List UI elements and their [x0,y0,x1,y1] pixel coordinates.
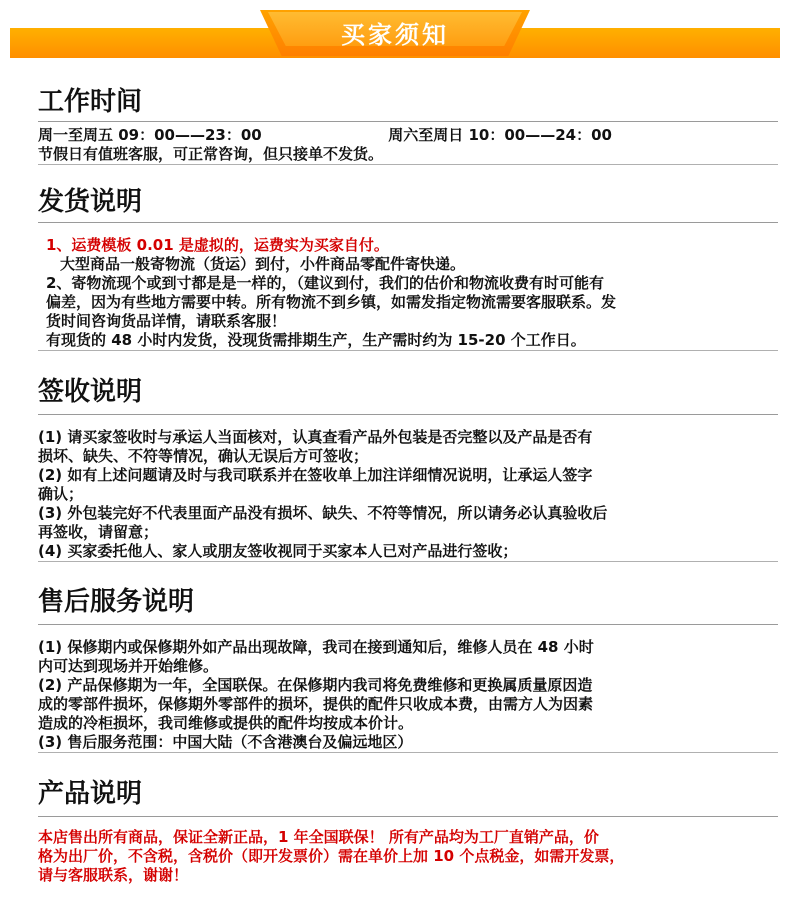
section-shipping [38,186,778,349]
section-work-hours [38,86,778,163]
section-rule [38,222,778,223]
shipping-line: 货时间咨询货品详情，请联系客服！ [46,312,287,330]
section-heading: 发货说明 [38,187,143,217]
product-line: 请与客服联系，谢谢！ [38,866,189,884]
aftersales-line: 造成的冷柜损坏，我司维修或提供的配件均按成本价计。 [38,714,414,732]
section-rule [38,624,778,625]
holiday-note: 节假日有值班客服，可正常咨询，但只接单不发货。 [38,145,384,163]
header-banner [0,0,790,70]
shipping-line: 偏差，因为有些地方需要中转。所有物流不到乡镇，如需发指定物流需要客服联系。发 [46,293,617,311]
aftersales-line: (3) 售后服务范围：中国大陆（不含港澳台及偏远地区） [38,733,413,751]
shipping-line: 2、寄物流现个或到寸都是是一样的，（建议到付，我们的估价和物流收费有时可能有 [46,274,604,292]
section-body [38,428,778,562]
banner-title: 买家须知 [341,21,449,49]
section-heading: 签收说明 [38,377,143,407]
section-rule [38,414,778,415]
section-heading: 工作时间 [38,87,143,117]
section-aftersales [38,586,778,751]
product-line: 格为出厂价，不含税，含税价（即开发票价）需在单价上加 10 个点税金，如需开发票， [38,847,625,865]
shipping-line: 大型商品一般寄物流（货运）到付，小件商品零配件寄快递。 [60,255,466,273]
product-line: 本店售出所有商品，保证全新正品，1 年全国联保！ 所有产品均为工厂直销产品，价 [38,828,599,846]
section-body [38,828,778,885]
receipt-line: (1) 请买家签收时与承运人当面核对，认真查看产品外包装是否完整以及产品是否有 [38,428,593,446]
weekend-hours: 周六至周日 10：00——24：00 [388,126,612,144]
aftersales-line: 内可达到现场并开始维修。 [38,657,219,675]
aftersales-line: 成的零部件损坏，保修期外零部件的损坏，提供的配件只收成本费，由需方人为因素 [38,695,594,713]
receipt-line: 再签收，请留意； [38,523,159,541]
section-heading: 售后服务说明 [38,587,195,617]
section-body [38,638,778,753]
weekday-hours: 周一至周五 09：00——23：00 [38,126,262,144]
receipt-line: (4) 买家委托他人、家人或朋友签收视同于买家本人已对产品进行签收； [38,542,518,560]
section-heading: 产品说明 [38,779,143,809]
aftersales-line: (1) 保修期内或保修期外如产品出现故障，我司在接到通知后，维修人员在 48 小时 [38,638,594,656]
section-receipt [38,376,778,560]
aftersales-line: (2) 产品保修期为一年，全国联保。在保修期内我司将免费维修和更换属质量原因造 [38,676,593,694]
receipt-line: (3) 外包装完好不代表里面产品没有损坏、缺失、不符等情况，所以请务必认真验收后 [38,504,608,522]
hours-row [38,126,778,145]
shipping-line: 1、运费模板 0.01 是虚拟的，运费实为买家自付。 [46,236,389,254]
receipt-line: 确认； [38,485,84,503]
receipt-line: (2) 如有上述问题请及时与我司联系并在签收单上加注详细情况说明，让承运人签字 [38,466,593,484]
section-body [38,126,778,165]
shipping-line: 有现货的 48 小时内发货，没现货需排期生产，生产需时约为 15-20 个工作日。 [46,331,586,349]
section-rule [38,816,778,817]
receipt-line: 损坏、缺失、不符等情况，确认无误后方可签收； [38,447,369,465]
section-body [38,236,778,351]
section-rule [38,121,778,122]
section-product [38,778,778,884]
